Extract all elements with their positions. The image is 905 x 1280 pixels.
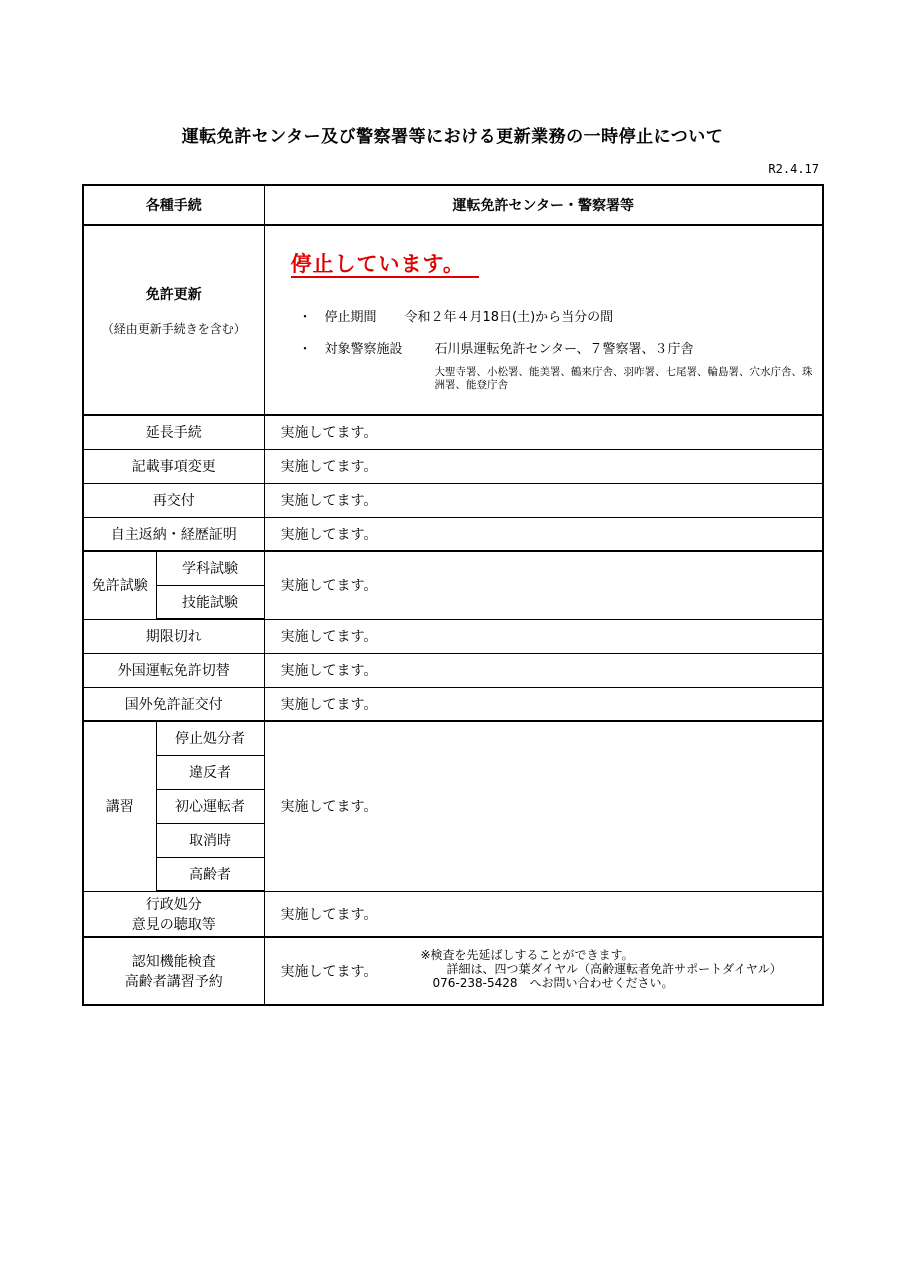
row-label: 記載事項変更 [83,449,264,483]
course-label: 講習 [83,721,156,891]
row-value: 実施してます。 [264,619,823,653]
license-renewal-sublabel: （経由更新手続きを含む） [101,322,246,336]
status-underline [291,276,479,278]
admin-hearing-line2: 意見の聴取等 [131,917,216,933]
exam-sub-written: 学科試験 [156,551,264,585]
cognitive-line2: 高齢者講習予約 [124,974,223,990]
row-value: 実施してます。 [264,653,823,687]
cognitive-note-3: 076-238-5428 へお問い合わせください。 [432,976,674,990]
period-label: ・ 停止期間 [298,310,377,325]
period-value: 令和２年４月18日(土)から当分の間 [404,310,614,325]
exam-sub-skill: 技能試験 [156,585,264,619]
row-label: 自主返納・経歴証明 [83,517,264,551]
row-label: 再交付 [83,483,264,517]
table-header-row [83,185,823,225]
exam-label: 免許試験 [83,551,156,619]
cognitive-label [83,937,264,1005]
license-renewal-row [83,225,823,415]
course-sub: 取消時 [156,823,264,857]
table-row [83,653,823,687]
facilities-label: ・ 対象警察施設 [298,342,403,357]
license-renewal-label-cell [83,225,264,415]
course-sub: 停止処分者 [156,721,264,755]
row-label: 期限切れ [83,619,264,653]
table-row [83,449,823,483]
row-value: 実施してます。 [264,415,823,449]
table-row [83,483,823,517]
header-center-stations: 運転免許センター・警察署等 [264,185,823,225]
course-sub: 違反者 [156,755,264,789]
course-sub: 初心運転者 [156,789,264,823]
admin-hearing-label [83,891,264,937]
row-value: 実施してます。 [264,483,823,517]
document-date: R2.4.17 [768,162,819,176]
table-row [83,891,823,937]
table-row [83,687,823,721]
license-renewal-label: 免許更新 [145,287,202,303]
row-label: 延長手続 [83,415,264,449]
row-value: 実施してます。 [264,687,823,721]
course-value: 実施してます。 [264,721,823,891]
license-renewal-status-cell [264,225,823,415]
row-value: 実施してます。 [264,517,823,551]
table-row [83,517,823,551]
station-list: 大聖寺署、小松署、能美署、鶴来庁舎、羽咋署、七尾署、輪島署、穴水庁舎、珠洲署、能登庁舎 [434,366,813,391]
cognitive-note-1: ※検査を先延ばしすることができます。 [420,948,634,962]
table-row [83,415,823,449]
page-title: 運転免許センター及び警察署等における更新業務の一時停止について [181,127,724,147]
cognitive-value-cell [264,937,823,1005]
procedures-table [82,184,824,1006]
row-label: 外国運転免許切替 [83,653,264,687]
row-value: 実施してます。 [280,964,378,980]
facilities-value: 石川県運転免許センター、７警察署、３庁舎 [434,342,694,357]
row-label: 国外免許証交付 [83,687,264,721]
course-sub: 高齢者 [156,857,264,891]
suspended-status: 停止しています。 [290,252,465,276]
exam-value: 実施してます。 [264,551,823,619]
table-row [83,551,823,585]
row-value: 実施してます。 [264,891,823,937]
table-row [83,937,823,1005]
cognitive-line1: 認知機能検査 [131,954,216,970]
cognitive-note-2: 詳細は、四つ葉ダイヤル（高齢運転者免許サポートダイヤル） [446,962,782,976]
row-value: 実施してます。 [264,449,823,483]
admin-hearing-line1: 行政処分 [145,897,202,913]
table-row [83,721,823,755]
table-row [83,619,823,653]
header-procedures: 各種手続 [83,185,264,225]
